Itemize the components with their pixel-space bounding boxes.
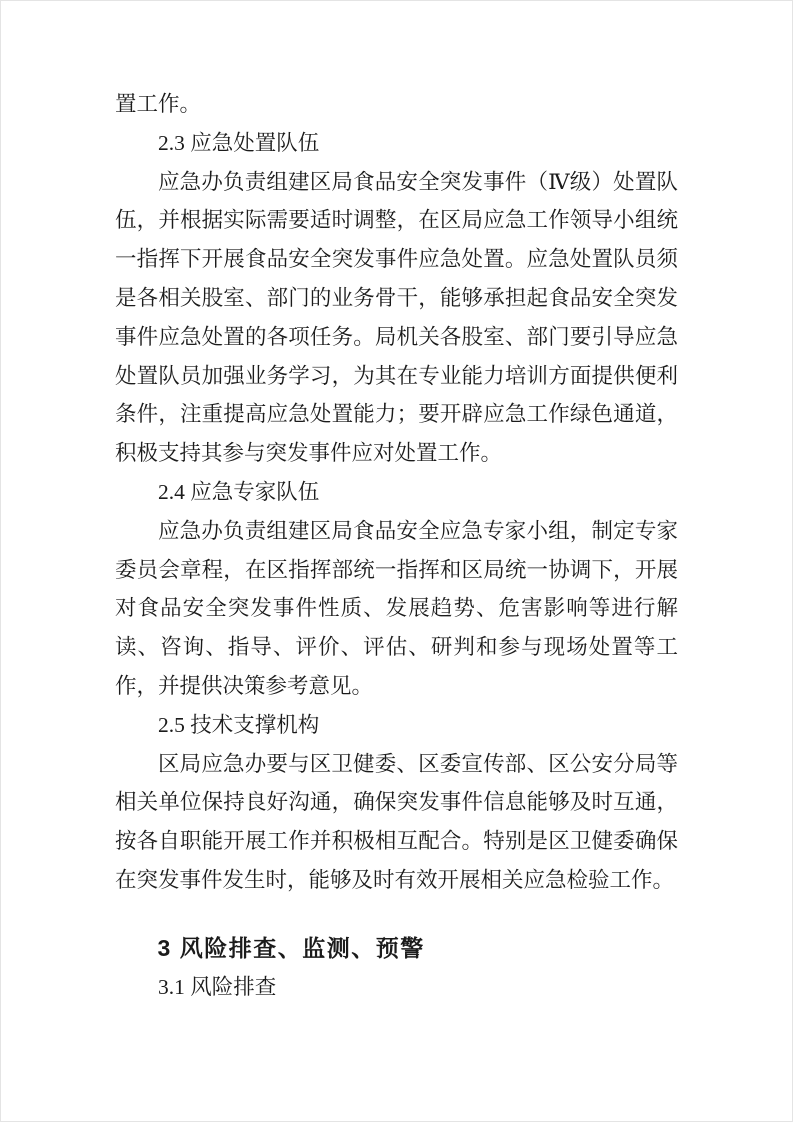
- paragraph-2-5-body: 区局应急办要与区卫健委、区委宣传部、区公安分局等相关单位保持良好沟通，确保突发事件信息能够及时互通，按各自职能开展工作并积极相互配合。特别是区卫健委确保在突发事件发生时，能够及时有效开展相关应急检验工作。: [115, 751, 678, 892]
- paragraph-continuation-top: 置工作。: [115, 92, 202, 116]
- heading-3-risk-screening-monitoring-warning: 3 风险排查、监测、预警: [157, 934, 425, 961]
- heading-3-1-risk-screening: 3.1 风险排查: [158, 974, 277, 999]
- heading-2-3-emergency-response-team: 2.3 应急处置队伍: [158, 130, 320, 155]
- heading-2-4-expert-team: 2.4 应急专家队伍: [158, 479, 320, 504]
- paragraph-2-4-body: 应急办负责组建区局食品安全应急专家小组，制定专家委员会章程，在区指挥部统一指挥和区局统一协调下，开展对食品安全突发事件性质、发展趋势、危害影响等进行解读、咨询、指导、评价、评估、研判和参与现场处置等工作，并提供决策参考意见。: [115, 518, 678, 698]
- heading-2-5-technical-support: 2.5 技术支撑机构: [158, 712, 320, 737]
- paragraph-2-3-body: 应急办负责组建区局食品安全突发事件（Ⅳ级）处置队伍，并根据实际需要适时调整，在区局应急工作领导小组统一指挥下开展食品安全突发事件应急处置。应急处置队员须是各相关股室、部门的业务骨干，能够承担起食品安全突发事件应急处置的各项任务。局机关各股室、部门要引导应急处置队员加强业务学习，为其在专业能力培训方面提供便利条件，注重提高应急处置能力；要开辟应急工作绿色通道，积极支持其参与突发事件应对处置工作。: [115, 169, 678, 466]
